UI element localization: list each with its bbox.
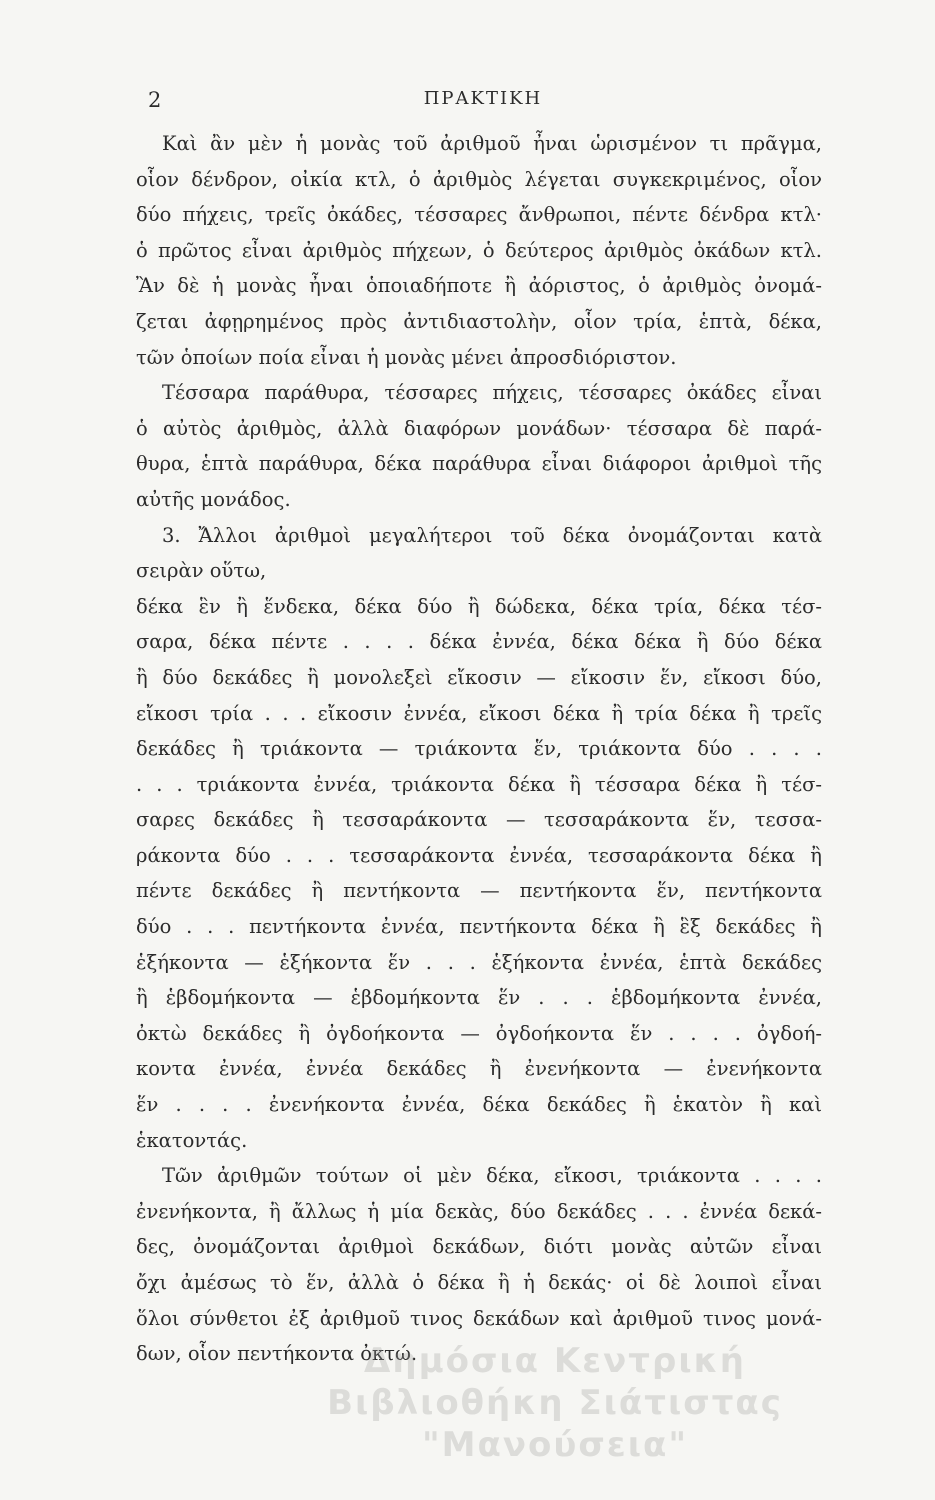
text-line: ἐνενήκοντα, ἢ ἄλλως ἡ μία δεκὰς, δύο δεκάδες . . . ἐννέα δεκά- xyxy=(136,1199,822,1223)
text-line: ἕν . . . . ἐνενήκοντα ἐννέα, δέκα δεκάδες ἢ ἑκατὸν ἢ καὶ xyxy=(136,1093,822,1117)
section-3-heading-line: 3. Ἄλλοι ἀριθμοὶ μεγαλήτεροι τοῦ δέκα ὀνομάζονται κατὰ xyxy=(162,523,822,547)
watermark-line-1: Δημόσια Κεντρική xyxy=(364,1341,746,1381)
running-head xyxy=(138,88,828,118)
text-line: ἑκατοντάς. xyxy=(136,1128,248,1152)
text-line: πέντε δεκάδες ἢ πεντήκοντα — πεντήκοντα ἕν, πεντήκοντα xyxy=(136,879,822,903)
text-line: ἢ ἑβδομήκοντα — ἑβδομήκοντα ἕν . . . ἑβδομήκοντα ἐννέα, xyxy=(136,986,822,1010)
text-line: ὄχι ἀμέσως τὸ ἕν, ἀλλὰ ὁ δέκα ἢ ἡ δεκάς· οἱ δὲ λοιποὶ εἶναι xyxy=(136,1271,822,1294)
text-line: δων, οἷον πεντήκοντα ὀκτώ. xyxy=(136,1342,418,1366)
watermark-line-2: Βιβλιοθήκη Σιάτιστας "Μανούσεια" xyxy=(327,1383,783,1465)
text-line: αὐτῆς μονάδος. xyxy=(136,487,291,511)
text-line: δεκάδες ἢ τριάκοντα — τριάκοντα ἕν, τριάκοντα δύο . . . . xyxy=(136,737,822,761)
text-line: δύο . . . πεντήκοντα ἐννέα, πεντήκοντα δέκα ἢ ἓξ δεκάδες ἢ xyxy=(136,915,822,939)
text-line: δέκα ἓν ἢ ἕνδεκα, δέκα δύο ἢ δώδεκα, δέκα τρία, δέκα τέσ- xyxy=(136,594,822,618)
text-line: ἑξήκοντα — ἑξήκοντα ἕν . . . ἑξήκοντα ἐννέα, ἑπτὰ δεκάδες xyxy=(136,950,822,974)
text-line: Ἂν δὲ ἡ μονὰς ἦναι ὁποιαδήποτε ἢ ἀόριστος, ὁ ἀριθμὸς ὀνομά- xyxy=(136,274,822,298)
text-line: . . . τριάκοντα ἐννέα, τριάκοντα δέκα ἢ τέσσαρα δέκα ἢ τέσ- xyxy=(136,772,822,796)
text-line: εἴκοσι τρία . . . εἴκοσιν ἐννέα, εἴκοσι δέκα ἢ τρία δέκα ἢ τρεῖς xyxy=(136,701,822,725)
text-line: σειρὰν οὕτω, xyxy=(136,559,267,583)
text-line: ὅλοι σύνθετοι ἐξ ἀριθμοῦ τινος δεκάδων καὶ ἀριθμοῦ τινος μονά- xyxy=(136,1306,822,1330)
page-number: 2 xyxy=(148,88,163,112)
text-line: θυρα, ἑπτὰ παράθυρα, δέκα παράθυρα εἶναι διάφοροι ἀριθμοὶ τῆς xyxy=(136,452,822,476)
text-line: σαρα, δέκα πέντε . . . . δέκα ἐννέα, δέκα δέκα ἢ δύο δέκα xyxy=(136,630,822,654)
library-watermark xyxy=(210,1340,900,1466)
body-text xyxy=(136,126,822,1372)
text-line: ὀκτὼ δεκάδες ἢ ὀγδοήκοντα — ὀγδοήκοντα ἕν . . . . ὀγδοή- xyxy=(136,1021,822,1045)
text-line: τῶν ὁποίων ποία εἶναι ἡ μονὰς μένει ἀπροσδιόριστον. xyxy=(136,345,677,369)
text-line: Καὶ ἂν μὲν ἡ μονὰς τοῦ ἀριθμοῦ ἦναι ὡρισμένον τι πρᾶγμα, xyxy=(162,132,822,155)
text-line: ὁ πρῶτος εἶναι ἀριθμὸς πήχεων, ὁ δεύτερος ἀριθμὸς ὀκάδων κτλ. xyxy=(136,238,822,262)
text-line: ἢ δύο δεκάδες ἢ μονολεξεὶ εἴκοσιν — εἴκοσιν ἕν, εἴκοσι δύο, xyxy=(136,665,822,689)
text-line: ράκοντα δύο . . . τεσσαράκοντα ἐννέα, τεσσαράκοντα δέκα ἢ xyxy=(136,843,822,867)
text-line: σαρες δεκάδες ἢ τεσσαράκοντα — τεσσαράκοντα ἕν, τεσσα- xyxy=(136,808,822,832)
text-line: δες, ὀνομάζονται ἀριθμοὶ δεκάδων, διότι μονὰς αὐτῶν εἶναι xyxy=(136,1235,822,1259)
text-line: ὁ αὐτὸς ἀριθμὸς, ἀλλὰ διαφόρων μονάδων· τέσσαρα δὲ παρά- xyxy=(136,416,822,440)
text-line: ζεται ἀφῃρημένος πρὸς ἀντιδιαστολὴν, οἷον τρία, ἑπτὰ, δέκα, xyxy=(136,309,822,333)
text-line: κοντα ἐννέα, ἐννέα δεκάδες ἢ ἐνενήκοντα — ἐνενήκοντα xyxy=(136,1057,822,1081)
text-line: δύο πήχεις, τρεῖς ὀκάδες, τέσσαρες ἄνθρωποι, πέντε δένδρα κτλ· xyxy=(136,203,822,227)
running-title: ΠΡΑΚΤΙΚΗ xyxy=(423,88,543,109)
text-line: οἷον δένδρον, οἰκία κτλ, ὁ ἀριθμὸς λέγεται συγκεκριμένος, οἷον xyxy=(136,167,822,191)
text-line: Τῶν ἀριθμῶν τούτων οἱ μὲν δέκα, εἴκοσι, τριάκοντα . . . . xyxy=(162,1164,822,1188)
text-line: Τέσσαρα παράθυρα, τέσσαρες πήχεις, τέσσαρες ὀκάδες εἶναι xyxy=(162,381,822,405)
